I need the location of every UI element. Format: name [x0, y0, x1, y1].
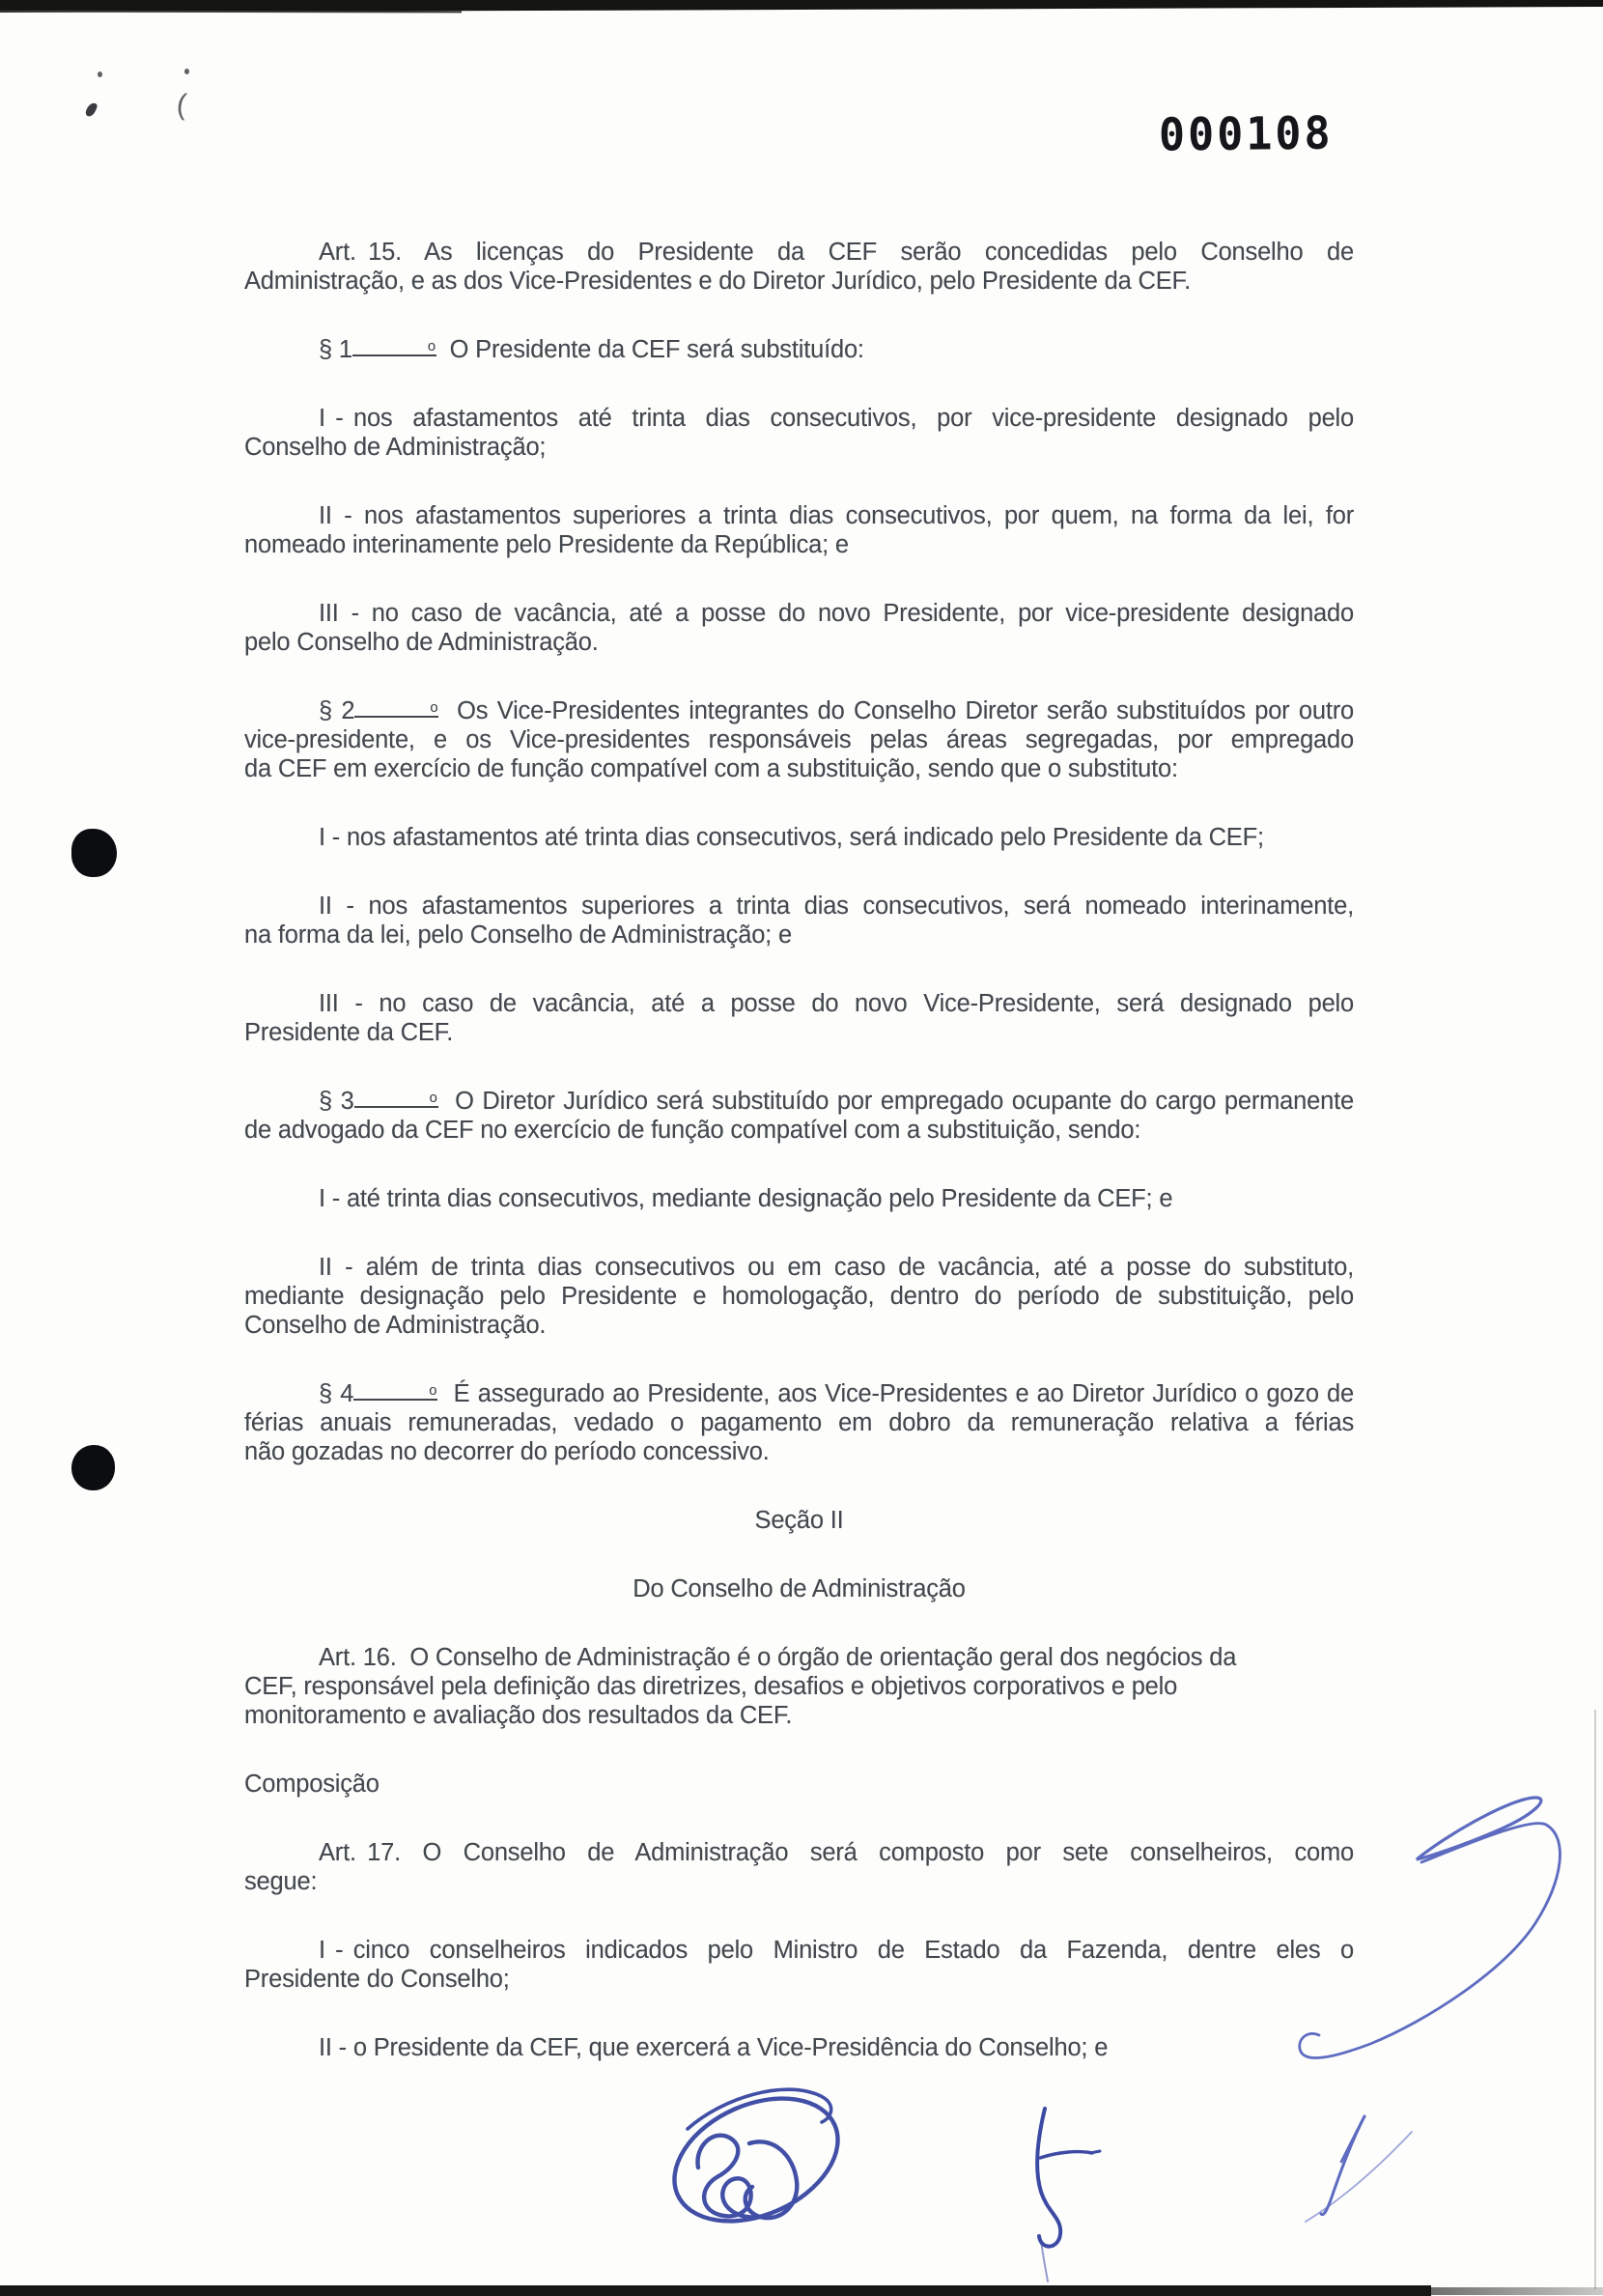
- text-line: II - nos afastamentos superiores a trinta dias consecutivos, por quem, na forma da lei, for: [319, 502, 1354, 529]
- page-number-stamp: 000108: [1158, 106, 1334, 162]
- text-line: II - nos afastamentos superiores a trinta dias consecutivos, será nomeado interinamente,: [319, 893, 1354, 920]
- text-line: § 3 o O Diretor Jurídico será substituído por empregado ocupante do cargo permanente: [319, 1088, 1354, 1115]
- text-line: nomeado interinamente pelo Presidente da República; e: [244, 531, 849, 558]
- text-line: monitoramento e avaliação dos resultados da CEF.: [244, 1702, 793, 1729]
- text-line: Presidente do Conselho;: [244, 1966, 510, 1993]
- text-line: CEF, responsável pela definição das diretrizes, desafios e objetivos corporativos e pelo: [244, 1673, 1178, 1700]
- text-line: Seção II: [754, 1507, 844, 1534]
- text-line: § 4 o É assegurado ao Presidente, aos Vice-Presidentes e ao Diretor Jurídico o gozo de: [319, 1380, 1355, 1407]
- ordinal-indicator: o: [353, 1384, 437, 1402]
- text-line: III - no caso de vacância, até a posse do novo Presidente, por vice-presidente designado: [319, 600, 1354, 627]
- oval-scribble-signature: [656, 2075, 858, 2246]
- text-line: não gozadas no decorrer do período concessivo.: [244, 1438, 770, 1465]
- text-line: II - além de trinta dias consecutivos ou em caso de vacância, até a posse do substituto,: [319, 1254, 1354, 1281]
- text-line: na forma da lei, pelo Conselho de Administração; e: [244, 921, 792, 949]
- text-line: Composição: [244, 1771, 380, 1798]
- text-line: Conselho de Administração;: [244, 434, 547, 461]
- text-line: Do Conselho de Administração: [633, 1575, 966, 1602]
- text-line: da CEF em exercício de função compatível com a substituição, sendo que o substituto:: [244, 755, 1178, 782]
- text-line: Art. 17. O Conselho de Administração será composto por sete conselheiros, como: [319, 1839, 1354, 1866]
- scan-speck-paren: (: [175, 88, 188, 122]
- text-line: de advogado da CEF no exercício de função compatível com a substituição, sendo:: [244, 1117, 1141, 1144]
- text-line: III - no caso de vacância, até a posse do novo Vice-Presidente, será designado pelo: [319, 990, 1354, 1017]
- text-line: Administração, e as dos Vice-Presidentes e do Diretor Jurídico, pelo Presidente da CEF.: [244, 268, 1191, 295]
- text-line: I - cinco conselheiros indicados pelo Ministro de Estado da Fazenda, dentre eles o: [319, 1937, 1354, 1964]
- text-line: Presidente da CEF.: [244, 1019, 454, 1046]
- text-line: vice-presidente, e os Vice-presidentes responsáveis pelas áreas segregadas, por empregado: [244, 726, 1354, 753]
- text-line: I - nos afastamentos até trinta dias consecutivos, por vice-presidente designado pelo: [319, 405, 1354, 432]
- text-line: § 2 o Os Vice-Presidentes integrantes do Conselho Diretor serão substituídos por outro: [319, 697, 1354, 724]
- text-line: § 1 o O Presidente da CEF será substituído:: [319, 336, 864, 363]
- text-line: segue:: [244, 1868, 318, 1895]
- ordinal-indicator: o: [354, 1091, 438, 1109]
- text-line: férias anuais remuneradas, vedado o pagamento em dobro da remuneração relativa a férias: [244, 1409, 1354, 1436]
- text-line: Conselho de Administração.: [244, 1312, 547, 1339]
- vertical-stroke-signature: [1037, 2109, 1100, 2282]
- flourish-signature: [1300, 1798, 1561, 2222]
- ordinal-indicator: o: [352, 340, 436, 357]
- text-line: II - o Presidente da CEF, que exercerá a Vice-Presidência do Conselho; e: [319, 2034, 1109, 2061]
- text-line: Art. 16. O Conselho de Administração é o órgão de orientação geral dos negócios da: [319, 1644, 1237, 1671]
- text-line: mediante designação pelo Presidente e homologação, dentro do período de substituição, pelo: [244, 1283, 1354, 1310]
- text-line: Art. 15. As licenças do Presidente da CEF serão concedidas pelo Conselho de: [319, 239, 1354, 266]
- text-line: pelo Conselho de Administração.: [244, 629, 599, 656]
- text-line: I - nos afastamentos até trinta dias consecutivos, será indicado pelo Presidente da CEF;: [319, 824, 1264, 851]
- text-line: I - até trinta dias consecutivos, mediante designação pelo Presidente da CEF; e: [319, 1185, 1173, 1212]
- ordinal-indicator: o: [354, 701, 438, 719]
